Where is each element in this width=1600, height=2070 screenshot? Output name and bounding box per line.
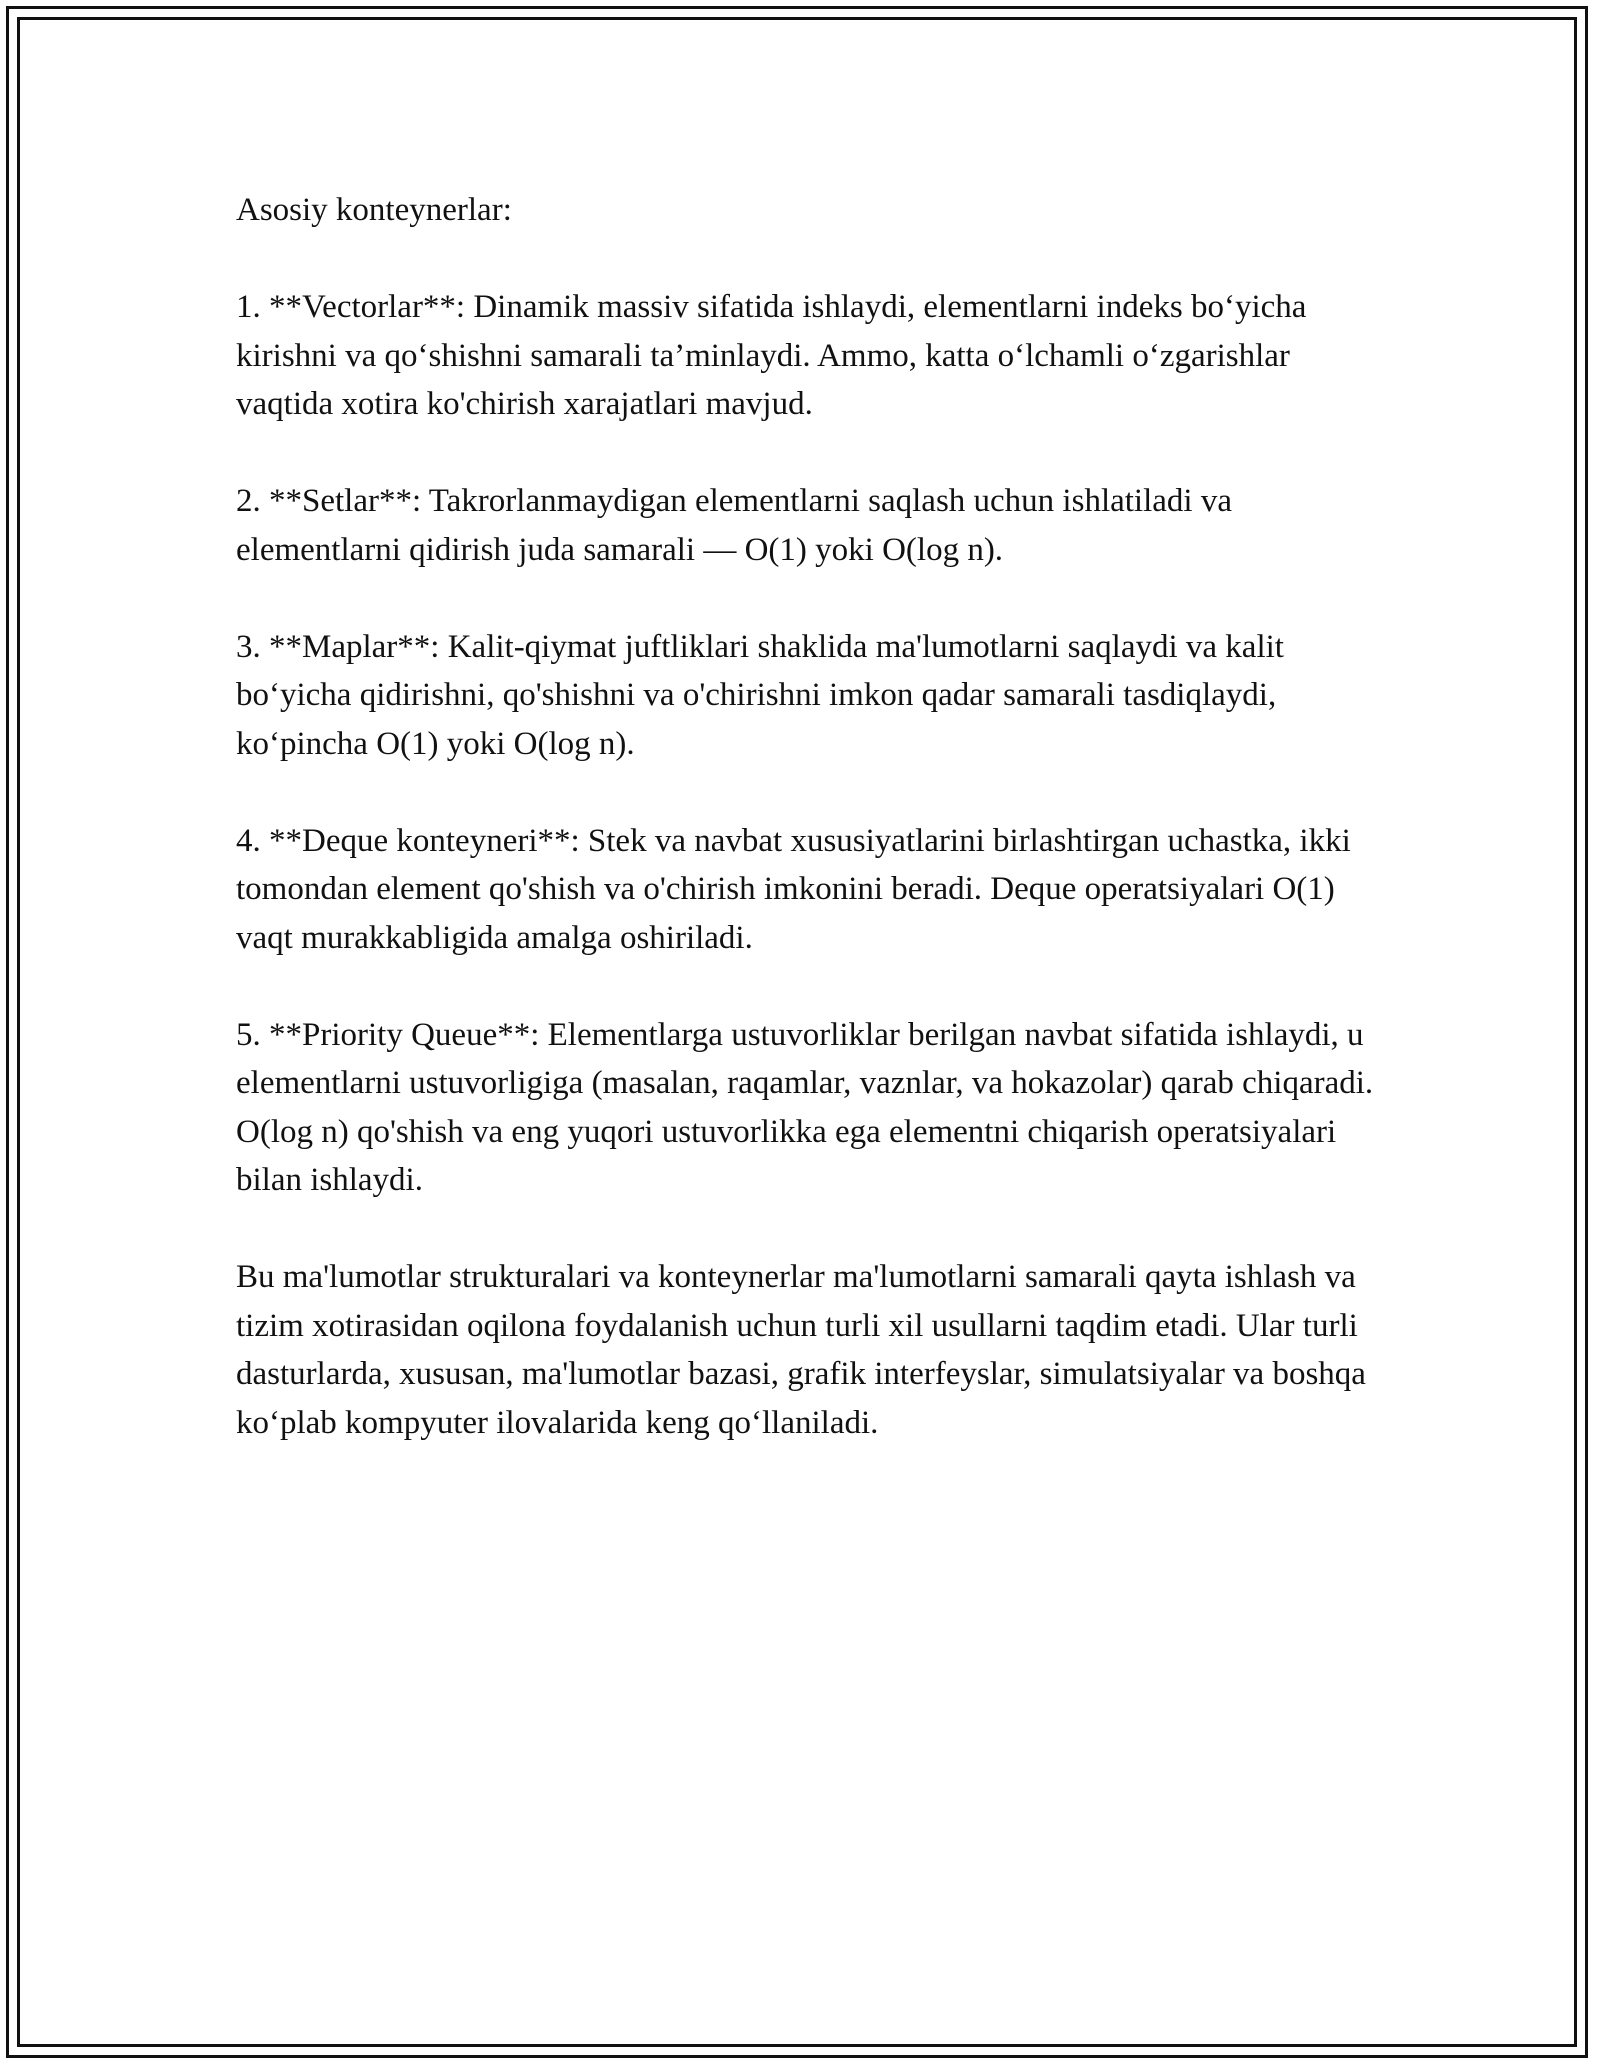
document-body: [236, 186, 1386, 1447]
list-item-maps: 3. **Maplar**: Kalit-qiymat juftliklari shaklida ma'lumotlarni saqlaydi va kalit bo‘yicha qidirishni, qo'shishni va o'chirishni imkon qadar samarali tasdiqlaydi, ko‘pincha O(1) yoki O(log n).: [236, 628, 1284, 762]
list-item-sets: 2. **Setlar**: Takrorlanmaydigan elementlarni saqlash uchun ishlatiladi va elementlarni qidirish juda samarali — O(1) yoki O(log n).: [236, 483, 1232, 568]
list-item-deque: 4. **Deque konteyneri**: Stek va navbat xususiyatlarini birlashtirgan uchastka, ikki tomondan element qo'shish va o'chirish imkonini beradi. Deque operatsiyalari O(1) vaqt murakkabligida amalga oshiriladi.: [236, 822, 1351, 956]
list-item-vectors: 1. **Vectorlar**: Dinamik massiv sifatida ishlaydi, elementlarni indeks bo‘yicha kirishni va qo‘shishni samarali ta’minlaydi. Ammo, katta o‘lchamli o‘zgarishlar vaqtida xotira ko'chirish xarajatlari mavjud.: [236, 289, 1307, 422]
list-item-priority-queue: 5. **Priority Queue**: Elementlarga ustuvorliklar berilgan navbat sifatida ishlaydi, u elementlarni ustuvorligiga (masalan, raqamlar, vaznlar, va hokazolar) qarab chiqaradi. O(log n) qo'shish va eng yuqori ustuvorlikka ega elementni chiqarish operatsiyalari bilan ishlaydi.: [236, 1016, 1374, 1198]
conclusion-paragraph: Bu ma'lumotlar strukturalari va konteynerlar ma'lumotlarni samarali qayta ishlash va tizim xotirasidan oqilona foydalanish uchun turli xil usullarni taqdim etadi. Ular turli dasturlarda, xususan, ma'lumotlar bazasi, grafik interfeyslar, simulatsiyalar va boshqa ko‘plab kompyuter ilovalarida keng qo‘llaniladi.: [236, 1259, 1366, 1441]
document-heading: Asosiy konteynerlar:: [236, 192, 512, 228]
